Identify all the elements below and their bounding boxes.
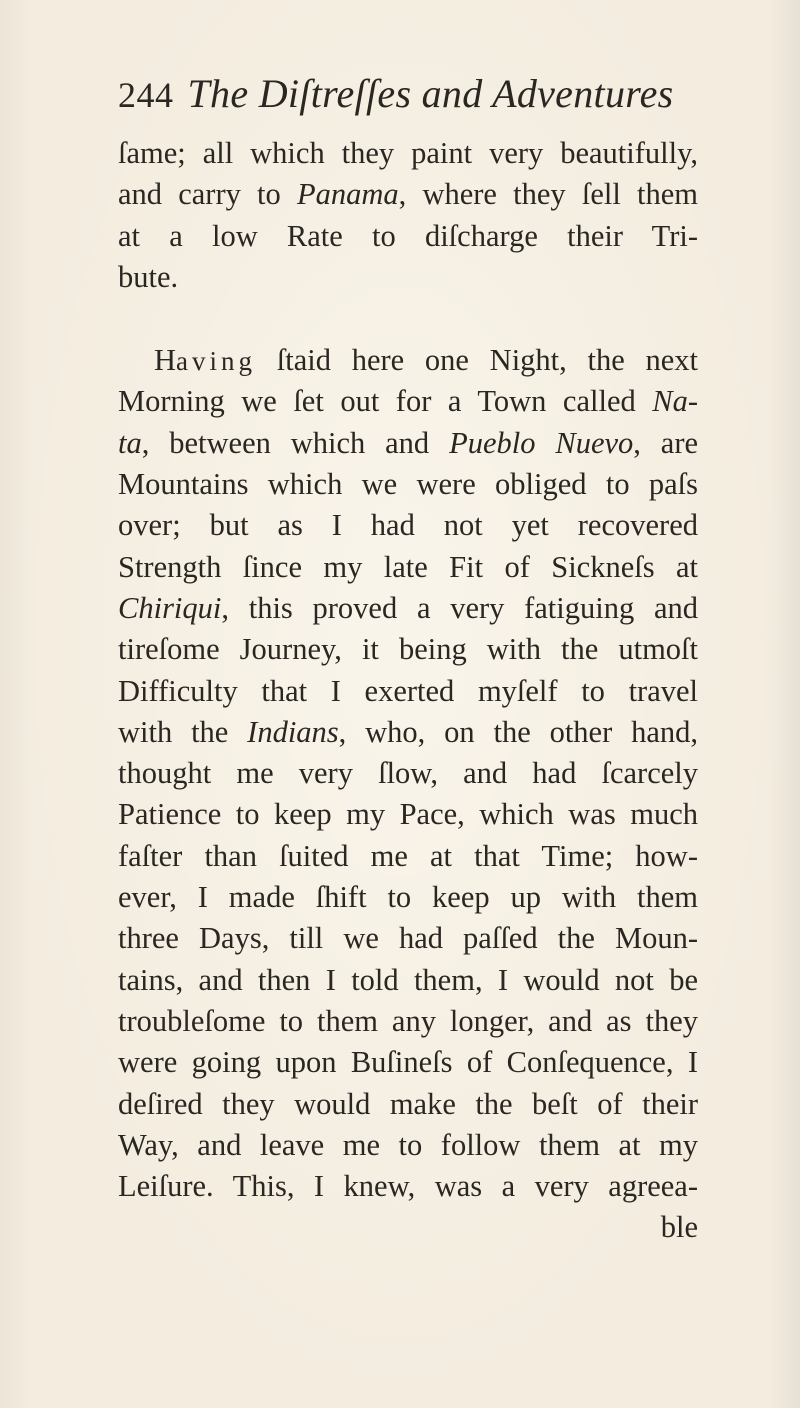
text-line: bute. (118, 259, 179, 294)
text-line: and carry to Panama, where they ſell them (118, 177, 698, 212)
text-line: Chiriqui, this proved a very fatiguing and (118, 590, 698, 625)
text-line: Patience to keep my Pace, which was much (118, 797, 698, 832)
page-number: 244 (118, 75, 174, 115)
text-line: tireſome Journey, it being with the utmoſt (118, 632, 698, 667)
body-text (118, 133, 698, 1249)
text-line: Way, and leave me to follow them at my (118, 1127, 698, 1162)
text-line: Having ſtaid here one Night, the next (154, 343, 698, 378)
text-line: Morning we ſet out for a Town called Na- (118, 384, 698, 419)
text-line: ta, between which and Pueblo Nuevo, are (118, 425, 699, 460)
text-line: ſame; all which they paint very beautifully, (118, 136, 698, 170)
catchword: ble (660, 1210, 698, 1245)
text-line: troubleſome to them any longer, and as they (118, 1003, 698, 1038)
text-line: tains, and then I told them, I would not be (118, 962, 698, 997)
text-line: were going upon Buſineſs of Conſequence, I (118, 1045, 698, 1080)
text-line: over; but as I had not yet recovered (118, 508, 698, 543)
text-line: Difficulty that I exerted myſelf to travel (118, 673, 698, 708)
text-line: Strength ſince my late Fit of Sickneſs at (118, 549, 698, 584)
text-line: at a low Rate to diſcharge their Tri- (118, 218, 698, 253)
text-line: three Days, till we had paſſed the Moun- (118, 921, 698, 956)
text-line: faſter than ſuited me at that Time; how- (118, 838, 698, 873)
text-line: Mountains which we were obliged to paſs (118, 467, 698, 502)
page-header (118, 70, 678, 130)
running-title: The Diſtreſſes and Adventures (187, 71, 674, 116)
text-line: ever, I made ſhift to keep up with them (118, 880, 698, 915)
text-line: Leiſure. This, I knew, was a very agreea- (118, 1169, 698, 1204)
text-line: with the Indians, who, on the other hand, (118, 714, 698, 749)
text-line: deſired they would make the beſt of their (118, 1086, 698, 1121)
text-line: thought me very ſlow, and had ſcarcely (118, 756, 698, 791)
